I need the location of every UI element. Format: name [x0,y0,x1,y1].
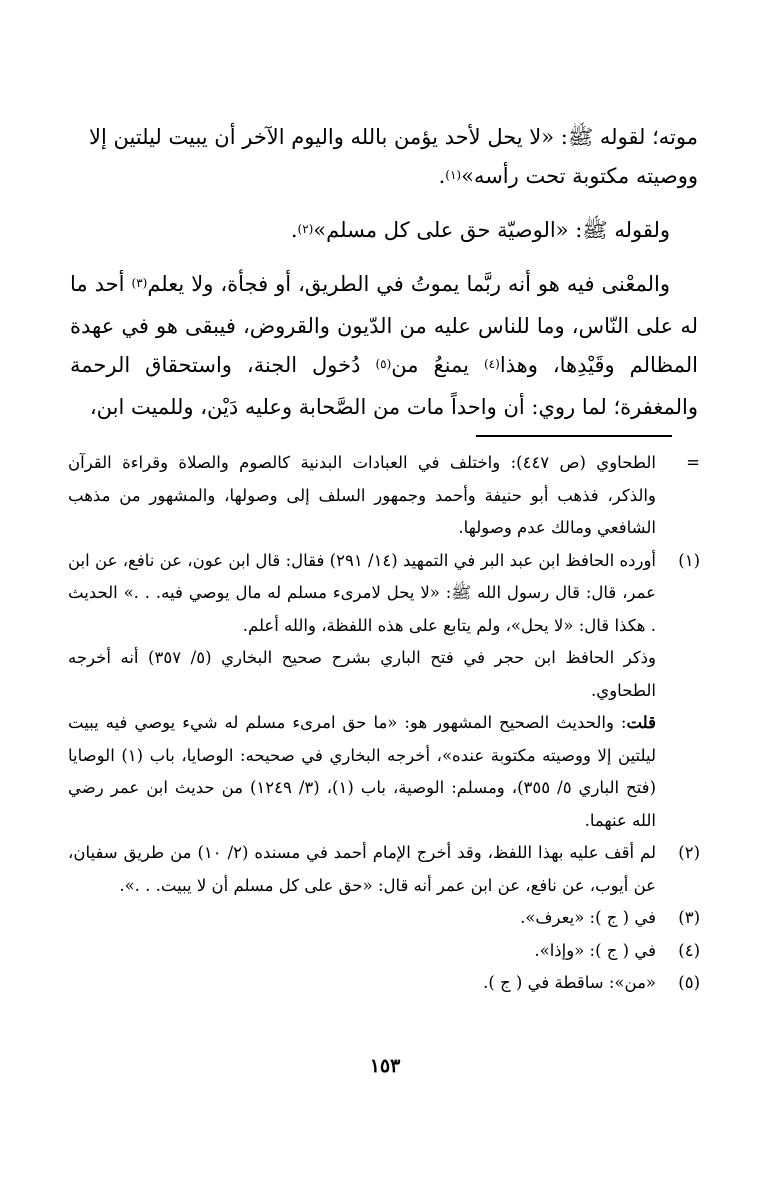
footnote-1-text: أورده الحافظ ابن عبد البر في التمهيد (١٤/ ٢٩١) فقال: قال ابن عون، عن نافع، عن ابن عمر، قال: قال رسول الله ﷺ: «لا يحل لامرىء مسلم له مال يوصي فيه. . .» الحديث . هكذا قال: «لا يحل»، ولم يتابع على هذه اللفظة، والله أعلم. [68,550,656,635]
paragraph-3-part-c: يمنعُ من [391,353,484,377]
paragraph-3-part-b: أحد ما له على النّاس، وما للناس عليه من الدّيون والقروض، فيبقى هو في عهدة المظالم وقَيْدِها، وهذا [70,272,698,377]
paragraph-2 [70,211,698,253]
footnote-5-text: «من»: ساقطة في ( ج ). [483,973,656,992]
footnote-ref-1[interactable]: (١) [445,168,462,182]
paragraph-2-end: . [290,218,298,242]
footnote-2-number: (٢) [678,843,700,862]
footnote-carryover [68,447,700,545]
footnote-ref-4[interactable]: (٤) [483,357,500,371]
main-text [70,118,698,427]
footnote-carryover-text: الطحاوي (ص ٤٤٧): واختلف في العبادات البدنية كالصوم والصلاة وقراءة القرآن والذكر، فذهب أبو حنيفة وأحمد وجمهور السلف إلى وصولها، والمشهور من مذهب الشافعي ومالك عدم وصولها. [68,453,656,537]
footnote-4 [68,935,700,968]
footnote-4-text: في ( ج ): «وإذا». [534,940,656,960]
paragraph-1-line-1: موته؛ لقوله ﷺ: «لا يحل لأحد يؤمن بالله واليوم الآخر أن يبيت ليلتين إلا [88,125,698,149]
paragraph-1-line-2: ووصيته مكتوبة تحت رأسه» [461,164,698,188]
footnotes [68,447,700,1000]
footnote-3-text: في ( ج ): «يعرف». [520,908,656,927]
footnote-ref-5[interactable]: (٥) [375,357,392,371]
page-number: ١٥٣ [369,1055,401,1077]
footnote-carryover-marker: = [686,453,700,472]
paragraph-2-text: ولقوله ﷺ: «الوصيّة حق على كل مسلم» [313,218,670,242]
paragraph-1 [70,118,698,199]
footnote-1-number: (١) [678,550,700,570]
paragraph-3-part-d: دُخول الجنة، واستحقاق الرحمة والمغفرة؛ لما روي: أن واحداً مات من الصَّحابة وعليه دَيْن، وللميت ابن، [70,353,698,419]
footnote-2 [68,837,700,902]
paragraph-1-end: . [438,164,446,188]
footnote-3 [68,902,700,935]
footnote-5-number: (٥) [678,973,700,992]
footnote-ref-2[interactable]: (٢) [297,222,314,236]
footnote-4-number: (٤) [678,940,700,960]
paragraph-3-part-a: والمعْنى فيه هو أنه ربَّما يموتُ في الطريق، أو فجأة، ولا يعلم [147,272,670,296]
footnote-1-continuation: وذكر الحافظ ابن حجر في فتح الباري بشرح صحيح البخاري (٥/ ٣٥٧) أنه أخرجه الطحاوي. [68,648,656,700]
footnote-1-note-text: : والحديث الصحيح المشهور هو: «ما حق امرىء مسلم له شيء يوصي فيه يبيت ليلتين إلا ووصيته مكتوبة عنده»، أخرجه البخاري في صحيحه: الوصايا، باب (١) الوصايا (فتح الباري ٥/ ٣٥٥)، ومسلم: الوصية، باب (١)، (٣/ ١٢٤٩) من حديث ابن عمر رضي الله عنهما. [68,713,657,830]
footnote-2-text: لم أقف عليه بهذا اللفظ، وقد أخرج الإمام أحمد في مسنده (٢/ ١٠) من طريق سفيان، عن أيوب، عن نافع، عن ابن عمر أنه قال: «حق على كل مسلم أن لا يبيت. . .». [68,843,656,895]
footnote-5 [68,967,700,1000]
footnote-separator [476,435,672,437]
paragraph-3 [70,265,698,427]
footnote-1 [68,545,700,643]
footnote-3-number: (٣) [678,908,700,927]
footnote-1-note [68,707,656,837]
footnote-1-note-label: قلت [626,713,656,732]
footnote-ref-3[interactable]: (٣) [131,276,148,290]
